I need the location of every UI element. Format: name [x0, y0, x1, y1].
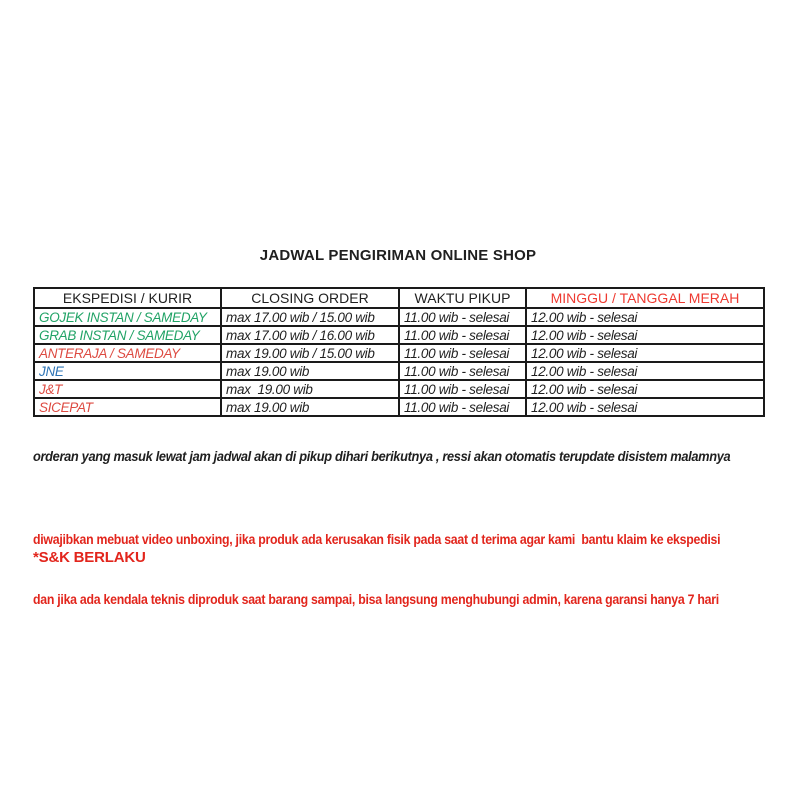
courier-cell: JNE: [34, 362, 221, 380]
courier-cell: ANTERAJA / SAMEDAY: [34, 344, 221, 362]
closing-order-cell: max 19.00 wib: [221, 398, 399, 416]
courier-cell: GOJEK INSTAN / SAMEDAY: [34, 308, 221, 326]
closing-order-cell: max 17.00 wib / 16.00 wib: [221, 326, 399, 344]
column-header-closing-order: CLOSING ORDER: [221, 288, 399, 308]
table-row: [34, 398, 764, 416]
table-header-row: [34, 288, 764, 308]
table-row: [34, 380, 764, 398]
sunday-schedule-cell: 12.00 wib - selesai: [526, 344, 764, 362]
courier-cell: J&T: [34, 380, 221, 398]
table-row: [34, 308, 764, 326]
column-header-sunday-holiday: MINGGU / TANGGAL MERAH: [526, 288, 764, 308]
closing-order-cell: max 17.00 wib / 15.00 wib: [221, 308, 399, 326]
courier-cell: SICEPAT: [34, 398, 221, 416]
table-row: [34, 326, 764, 344]
shipping-schedule-table: [33, 287, 765, 417]
pickup-time-cell: 11.00 wib - selesai: [399, 398, 526, 416]
page-title: JADWAL PENGIRIMAN ONLINE SHOP: [259, 247, 537, 264]
terms-note: *S&K BERLAKU: [33, 549, 146, 566]
courier-cell: GRAB INSTAN / SAMEDAY: [34, 326, 221, 344]
pickup-time-cell: 11.00 wib - selesai: [399, 326, 526, 344]
pickup-time-cell: 11.00 wib - selesai: [399, 308, 526, 326]
warranty-note: [33, 489, 720, 649]
warranty-note-line1: diwajibkan mebuat video unboxing, jika produk ada kerusakan fisik pada saat d terima agar kami bantu klaim ke ekspedisi: [33, 531, 721, 547]
closing-order-cell: max 19.00 wib: [221, 362, 399, 380]
pickup-time-cell: 11.00 wib - selesai: [399, 380, 526, 398]
column-header-courier: EKSPEDISI / KURIR: [34, 288, 221, 308]
sunday-schedule-cell: 12.00 wib - selesai: [526, 380, 764, 398]
sunday-schedule-cell: 12.00 wib - selesai: [526, 308, 764, 326]
table-row: [34, 362, 764, 380]
sunday-schedule-cell: 12.00 wib - selesai: [526, 362, 764, 380]
sunday-schedule-cell: 12.00 wib - selesai: [526, 398, 764, 416]
warranty-note-line2: dan jika ada kendala teknis diproduk saat barang sampai, bisa langsung menghubungi admin, karena garansi hanya 7 hari: [33, 591, 719, 607]
table-row: [34, 344, 764, 362]
closing-order-cell: max 19.00 wib: [221, 380, 399, 398]
pickup-time-cell: 11.00 wib - selesai: [399, 362, 526, 380]
closing-order-cell: max 19.00 wib / 15.00 wib: [221, 344, 399, 362]
schedule-note: orderan yang masuk lewat jam jadwal akan di pikup dihari berikutnya , ressi akan otomatis terupdate disistem malamnya: [33, 449, 731, 464]
column-header-pickup-time: WAKTU PIKUP: [399, 288, 526, 308]
sunday-schedule-cell: 12.00 wib - selesai: [526, 326, 764, 344]
pickup-time-cell: 11.00 wib - selesai: [399, 344, 526, 362]
